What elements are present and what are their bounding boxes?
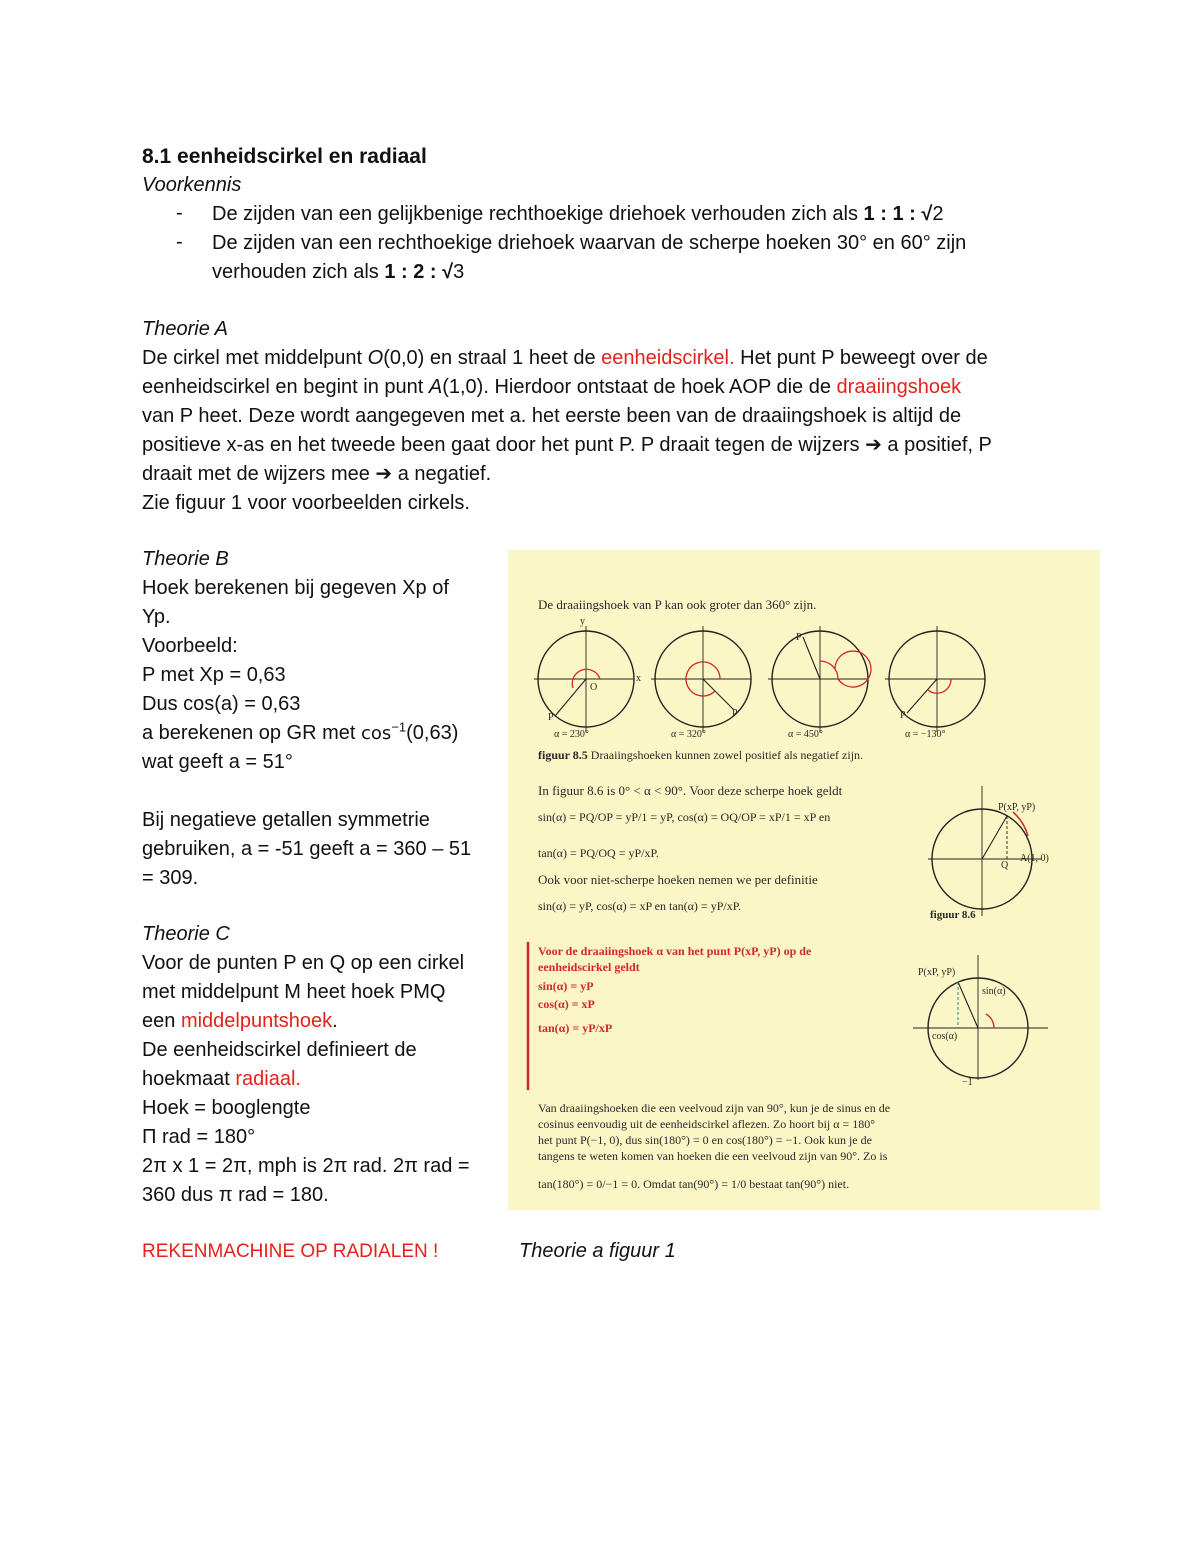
theorie-c-line: 360 dus π rad = 180. <box>142 1184 329 1206</box>
box-title: Voor de draaiingshoek α van het punt P(xP, yP) op de <box>538 944 812 958</box>
text: hoekmaat <box>142 1068 236 1090</box>
angle-label: α = 230° <box>554 729 589 740</box>
theorie-a-line: draait met de wijzers mee ➔ a negatief. <box>142 463 492 485</box>
text: een <box>142 1010 181 1032</box>
fig87-sin: sin(α) <box>982 986 1006 997</box>
circle-450 <box>768 626 871 732</box>
theorie-c-line: Voor de punten P en Q op een cirkel <box>142 952 465 974</box>
voorkennis-bullet-1 <box>212 200 943 229</box>
angle-label: α = −130° <box>905 729 946 740</box>
box-cos: cos(α) = xP <box>538 997 595 1011</box>
text: De cirkel met middelpunt <box>142 347 368 369</box>
page-title: 8.1 eenheidscirkel en radiaal <box>142 145 427 168</box>
theorie-b-line: Voorbeeld: <box>142 635 238 657</box>
point-p-label: P <box>900 710 906 721</box>
theorie-a-line: positieve x-as en het tweede been gaat door het punt P. P draait tegen de wijzers ➔ a positief, P <box>142 434 992 456</box>
text: A <box>428 376 443 398</box>
text: (0,0) en straal 1 heet de <box>383 347 602 369</box>
theorie-b-gr-line <box>142 719 458 748</box>
origin-label: O <box>590 682 598 693</box>
theorie-b-line: Yp. <box>142 606 171 628</box>
axis-x-label: x <box>636 673 641 684</box>
text: (1,0). Hierdoor ontstaat de hoek AOP die de <box>442 376 837 398</box>
caption-8-5 <box>538 747 863 763</box>
theorie-a-line <box>142 344 988 373</box>
theorie-c-line: 2π x 1 = 2π, mph is 2π rad. 2π rad = <box>142 1155 470 1177</box>
theorie-b-line: gebruiken, a = -51 geeft a = 360 – 51 <box>142 838 472 860</box>
term-draaiingshoek: draaiingshoek <box>836 376 962 398</box>
angle-label: α = 450° <box>788 729 823 740</box>
cos-function: cos <box>361 723 392 744</box>
theorie-c-line: Hoek = booglengte <box>142 1097 311 1119</box>
sin-cos-formula: sin(α) = PQ/OP = yP/1 = yP, cos(α) = OQ/OP = xP/1 = xP en <box>538 810 831 824</box>
box-sin: sin(α) = yP <box>538 979 594 993</box>
text: . <box>332 1010 338 1032</box>
voorkennis-bullet-2-cont <box>212 258 464 287</box>
text: O <box>367 347 384 369</box>
definition-intro: Ook voor niet-scherpe hoeken nemen we per definitie <box>538 872 818 887</box>
theorie-c-line: Π rad = 180° <box>142 1126 256 1148</box>
theorie-c-line: met middelpunt M heet hoek PMQ <box>142 981 446 1003</box>
theorie-b-line: Bij negatieve getallen symmetrie <box>142 809 430 831</box>
angle-label: α = 320° <box>671 729 706 740</box>
voorkennis-bullet-2: De zijden van een rechthoekige driehoek waarvan de scherpe hoeken 30° en 60° zijn <box>212 232 967 254</box>
inverse-superscript: −1 <box>391 719 407 735</box>
fig87-cos: cos(α) <box>932 1031 958 1042</box>
textbook-figure <box>508 550 1100 1210</box>
theorie-b-line: P met Xp = 0,63 <box>142 664 286 686</box>
fig87-point: P(xP, yP) <box>918 967 956 978</box>
bullet-dash: - <box>176 231 183 253</box>
point-p-label: P <box>548 712 554 723</box>
theorie-c-line: De eenheidscirkel definieert de <box>142 1039 417 1061</box>
theorie-b-result: wat geeft a = 51° <box>142 751 293 773</box>
bullet-2-root: 3 <box>453 261 465 283</box>
text: figuur 8.5 <box>538 748 588 762</box>
point-p-label: P <box>732 708 738 719</box>
text: eenheidscirkel en begint in punt <box>142 376 429 398</box>
theorie-a-line <box>142 373 961 402</box>
bottom-paragraph-line: tangens te weten komen van hoeken die een veelvoud zijn van 90°. Zo is <box>538 1149 888 1163</box>
theorie-c-label: Theorie C <box>142 923 230 945</box>
radians-warning: REKENMACHINE OP RADIALEN ! <box>142 1241 439 1262</box>
bullet-2-text: verhouden zich als <box>212 261 385 283</box>
tan-formula: tan(α) = PQ/OQ = yP/xP. <box>538 846 659 860</box>
theorie-b-line: Dus cos(a) = 0,63 <box>142 693 301 715</box>
text: (0,63) <box>406 722 459 744</box>
bottom-paragraph-line: tan(180°) = 0/−1 = 0. Omdat tan(90°) = 1/0 bestaat tan(90°) niet. <box>538 1177 850 1191</box>
theorie-b-line: = 309. <box>142 867 199 889</box>
bottom-paragraph-line: Van draaiingshoeken die een veelvoud zijn van 90°, kun je de sinus en de <box>538 1101 891 1115</box>
term-radiaal: radiaal. <box>235 1068 301 1090</box>
intro-8-6: In figuur 8.6 is 0° < α < 90°. Voor deze scherpe hoek geldt <box>538 783 843 798</box>
text: a berekenen op GR met <box>142 722 362 744</box>
theorie-c-line <box>142 1065 301 1094</box>
point-p-label: P <box>796 632 802 643</box>
fig86-q: Q <box>1001 860 1009 871</box>
term-eenheidscirkel: eenheidscirkel. <box>601 347 735 369</box>
theorie-a-line: van P heet. Deze wordt aangegeven met a. het eerste been van de draaiingshoek is altijd de <box>142 405 962 427</box>
box-title: eenheidscirkel geldt <box>538 960 640 974</box>
bottom-paragraph-line: cosinus eenvoudig uit de eenheidscirkel aflezen. Zo hoort bij α = 180° <box>538 1117 876 1131</box>
theorie-a-label: Theorie A <box>142 318 228 340</box>
caption-8-6: figuur 8.6 <box>930 909 976 921</box>
bullet-1-ratio: 1 : 1 : √ <box>863 203 933 225</box>
theorie-b-line: Hoek berekenen bij gegeven Xp of <box>142 577 449 599</box>
axis-y-label: y <box>580 616 585 627</box>
definition-formula: sin(α) = yP, cos(α) = xP en tan(α) = yP/xP. <box>538 899 742 913</box>
voorkennis-label: Voorkennis <box>142 174 242 196</box>
bullet-2-ratio: 1 : 2 : √ <box>384 261 454 283</box>
term-middelpuntshoek: middelpuntshoek <box>180 1010 333 1032</box>
fig86-a: A(1, 0) <box>1020 853 1049 864</box>
bullet-1-text: De zijden van een gelijkbenige rechthoekige driehoek verhouden zich als <box>212 203 864 225</box>
bottom-paragraph-line: het punt P(−1, 0), dus sin(180°) = 0 en cos(180°) = −1. Ook kun je de <box>538 1133 872 1147</box>
figure-caption: Theorie a figuur 1 <box>519 1240 676 1262</box>
bullet-1-root: 2 <box>932 203 944 225</box>
text: Draaiingshoeken kunnen zowel positief als negatief zijn. <box>587 748 864 762</box>
theorie-a-line: Zie figuur 1 voor voorbeelden cirkels. <box>142 492 470 514</box>
fig86-point: P(xP, yP) <box>998 802 1036 813</box>
theorie-c-line <box>142 1007 338 1036</box>
text: Het punt P beweegt over de <box>734 347 988 369</box>
theorie-b-label: Theorie B <box>142 548 229 570</box>
bullet-dash: - <box>176 202 183 224</box>
fig87-minus-one: −1 <box>962 1077 973 1088</box>
figure-title: De draaiingshoek van P kan ook groter dan 360° zijn. <box>538 597 817 612</box>
box-tan: tan(α) = yP/xP <box>538 1021 613 1035</box>
